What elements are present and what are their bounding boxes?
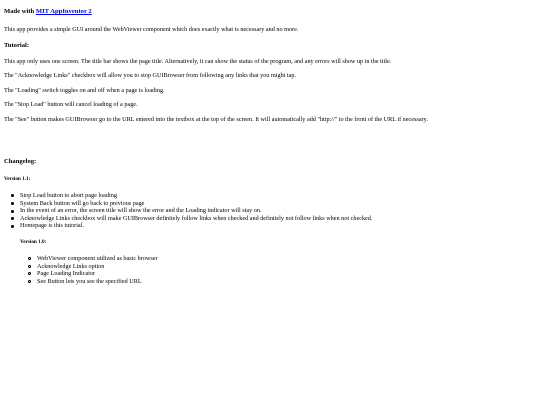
- list-item: WebViewer component utilized as basic browser: [37, 255, 158, 262]
- changelog-heading: Changelog:: [4, 158, 37, 165]
- list-item: Acknowledge Links option: [37, 263, 158, 271]
- list-item: In the event of an error, the screen title will show the error and the Loading indicator will stay on.: [20, 207, 372, 215]
- list-item: Stop Load button to abort page loading: [20, 192, 372, 200]
- tutorial-heading: Tutorial:: [4, 42, 30, 49]
- list-item: Page Loading Indicator: [37, 270, 158, 278]
- appinventor-link[interactable]: MIT AppInventor 2: [35, 8, 92, 15]
- version-1-0-list: [37, 255, 158, 285]
- version-1-1-list: [20, 192, 372, 230]
- tutorial-paragraph: The "See" button makes GUIBrowser go to the URL entered into the textbox at the top of the screen. It will automatically add "http://" to the front of the URL if necessary.: [4, 116, 428, 123]
- list-item: System Back button will go back to previous page: [20, 200, 372, 208]
- made-with-line: [4, 8, 92, 16]
- list-item: Acknowledge Links checkbox will make GUIBrowser definitely follow links when checked and definitely not follow links when not checked.: [20, 214, 373, 222]
- tutorial-paragraph: The "Stop Load" button will cancel loading of a page.: [4, 101, 138, 108]
- made-with-label: Made with: [4, 8, 35, 15]
- version-heading: Version 1.1:: [4, 176, 31, 182]
- tutorial-paragraph: The "Acknowledge Links" checkbox will allow you to stop GUIBrowser from following any links that you might tap.: [4, 72, 297, 79]
- list-item: See Button lets you see the specified URL: [37, 278, 158, 286]
- list-item: Homepage is this tutorial.: [20, 222, 372, 230]
- version-heading: Version 1.0:: [20, 239, 47, 245]
- tutorial-paragraph: The "Loading" switch toggles on and off when a page is loading.: [4, 87, 165, 94]
- intro-text: This app provides a simple GUI around the WebViewer component which does exactly what is necessary and no more.: [4, 26, 299, 33]
- tutorial-paragraph: This app only uses one screen. The title bar shows the page title. Alternatively, it can show the status of the program, and any errors will show up in the title.: [4, 58, 392, 65]
